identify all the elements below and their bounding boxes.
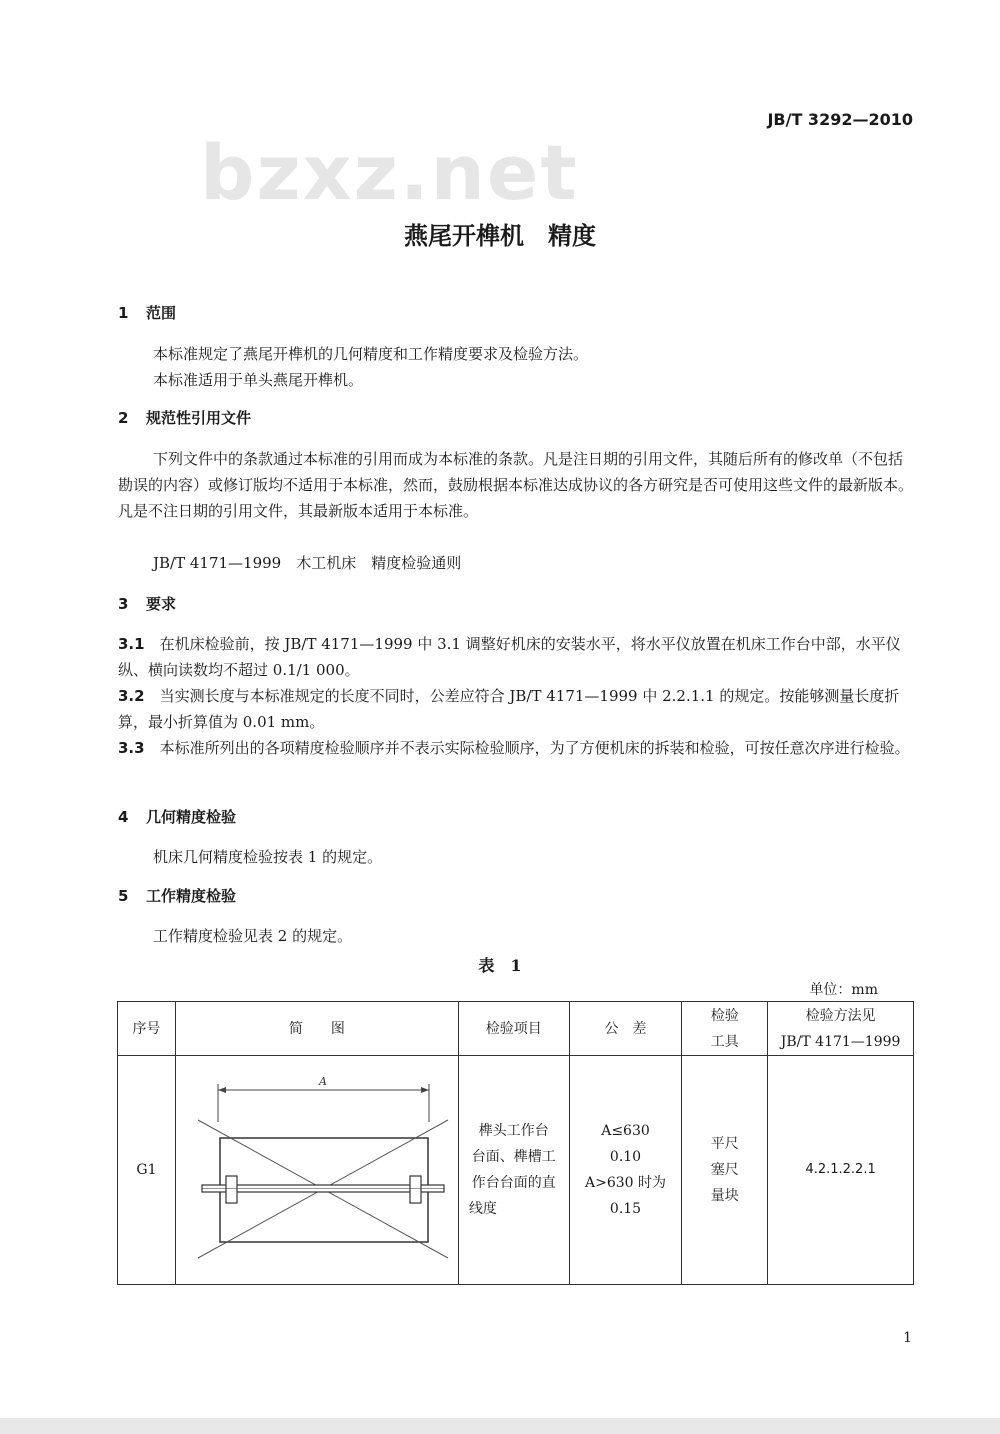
section-title: 要求 xyxy=(146,595,177,613)
header-method-line-1: 检验方法见 xyxy=(805,1007,876,1024)
section-heading-2 xyxy=(118,407,251,428)
section-number: 1 xyxy=(118,304,129,322)
table-row xyxy=(118,1056,914,1285)
dimension-arrow-right xyxy=(421,1087,429,1093)
flatness-diagram xyxy=(182,1070,452,1270)
section-number: 4 xyxy=(118,808,129,826)
paragraph: 本标准规定了燕尾开榫机的几何精度和工作精度要求及检验方法。 xyxy=(153,345,589,363)
clause-text: 当实测长度与本标准规定的长度不同时，公差应符合 JB/T 4171—1999 中 2.2.1.1 的规定。按能够测量长度折算，最小折算值为 0.01 mm。 xyxy=(118,687,900,731)
watermark: bzxz.net xyxy=(200,128,579,217)
table-caption: 表 1 xyxy=(478,956,522,975)
section-title: 工作精度检验 xyxy=(146,887,237,905)
cell-method: 4.2.1.2.2.1 xyxy=(768,1056,914,1285)
document-title: 燕尾开榫机 精度 xyxy=(404,222,596,250)
normative-reference: JB/T 4171—1999 木工机床 精度检验通则 xyxy=(153,554,462,572)
section-heading-4 xyxy=(118,806,236,827)
header-diagram: 简 图 xyxy=(175,1002,458,1056)
header-tools-line-1: 检验 xyxy=(710,1007,739,1024)
bottom-bar xyxy=(0,1418,1000,1434)
dimension-arrow-left xyxy=(218,1087,226,1093)
tolerance-line: 0.15 xyxy=(609,1201,642,1217)
cell-item xyxy=(458,1056,569,1285)
clause-number: 3.2 xyxy=(118,687,145,705)
clause-3-3 xyxy=(118,735,914,761)
clause-text: 在机床检验前，按 JB/T 4171—1999 中 3.1 调整好机床的安装水平，将水平仪放置在机床工作台中部，水平仪纵、横向读数均不超过 0.1/1 000。 xyxy=(118,635,901,679)
tool-line: 量块 xyxy=(710,1188,739,1204)
table-1 xyxy=(117,1001,914,1285)
table-header-row xyxy=(118,1002,914,1056)
header-tools xyxy=(682,1002,768,1056)
item-line: 线度 xyxy=(468,1201,497,1217)
dimension-label: A xyxy=(318,1075,327,1088)
tolerance-line: A>630 时为 xyxy=(584,1175,666,1191)
clause-number: 3.1 xyxy=(118,635,145,653)
clause-3-1 xyxy=(118,631,914,683)
tolerance-line: A≤630 xyxy=(601,1123,650,1139)
table-unit: 单位：mm xyxy=(809,982,878,998)
section-title: 规范性引用文件 xyxy=(146,409,252,427)
paragraph: 下列文件中的条款通过本标准的引用而成为本标准的条款。凡是注日期的引用文件，其随后所有的修改单（不包括勘误的内容）或修订版均不适用于本标准，然而，鼓励根据本标准达成协议的各方研究是否可使用这些文件的最新版本。凡是不注日期的引用文件，其最新版本适用于本标准。 xyxy=(118,450,914,520)
tolerance-line: 0.10 xyxy=(609,1149,642,1165)
section-heading-1 xyxy=(118,302,176,323)
paragraph: 工作精度检验见表 2 的规定。 xyxy=(153,927,353,945)
cell-seq: G1 xyxy=(118,1056,176,1285)
header-method xyxy=(768,1002,914,1056)
section-number: 5 xyxy=(118,887,129,905)
clause-number: 3.3 xyxy=(118,739,145,757)
item-line: 作台台面的直 xyxy=(471,1175,556,1191)
paragraph: 机床几何精度检验按表 1 的规定。 xyxy=(153,848,383,866)
section-heading-3 xyxy=(118,593,176,614)
paragraph: 本标准适用于单头燕尾开榫机。 xyxy=(153,371,364,389)
section-number: 2 xyxy=(118,409,129,427)
header-item: 检验项目 xyxy=(458,1002,569,1056)
item-line: 台面、榫槽工 xyxy=(471,1149,556,1165)
cell-diagram xyxy=(175,1056,458,1285)
section-heading-5 xyxy=(118,885,236,906)
gauge-block-right xyxy=(410,1176,421,1203)
section-title: 范围 xyxy=(146,304,177,322)
cell-tools xyxy=(682,1056,768,1285)
header-tools-line-2: 工具 xyxy=(710,1033,739,1050)
clause-3-2 xyxy=(118,683,914,735)
header-tolerance: 公 差 xyxy=(569,1002,682,1056)
section-title: 几何精度检验 xyxy=(146,808,237,826)
page-number: 1 xyxy=(903,1330,912,1346)
section-number: 3 xyxy=(118,595,129,613)
tool-line: 平尺 xyxy=(710,1136,739,1152)
standard-code: JB/T 3292—2010 xyxy=(767,110,913,129)
header-method-line-2: JB/T 4171—1999 xyxy=(780,1033,901,1050)
header-seq: 序号 xyxy=(118,1002,176,1056)
item-line: 榫头工作台 xyxy=(478,1123,549,1139)
tool-line: 塞尺 xyxy=(710,1162,739,1178)
clause-text: 本标准所列出的各项精度检验顺序并不表示实际检验顺序，为了方便机床的拆装和检验，可按任意次序进行检验。 xyxy=(159,739,910,757)
gauge-block-left xyxy=(226,1176,237,1203)
cell-tolerance xyxy=(569,1056,682,1285)
